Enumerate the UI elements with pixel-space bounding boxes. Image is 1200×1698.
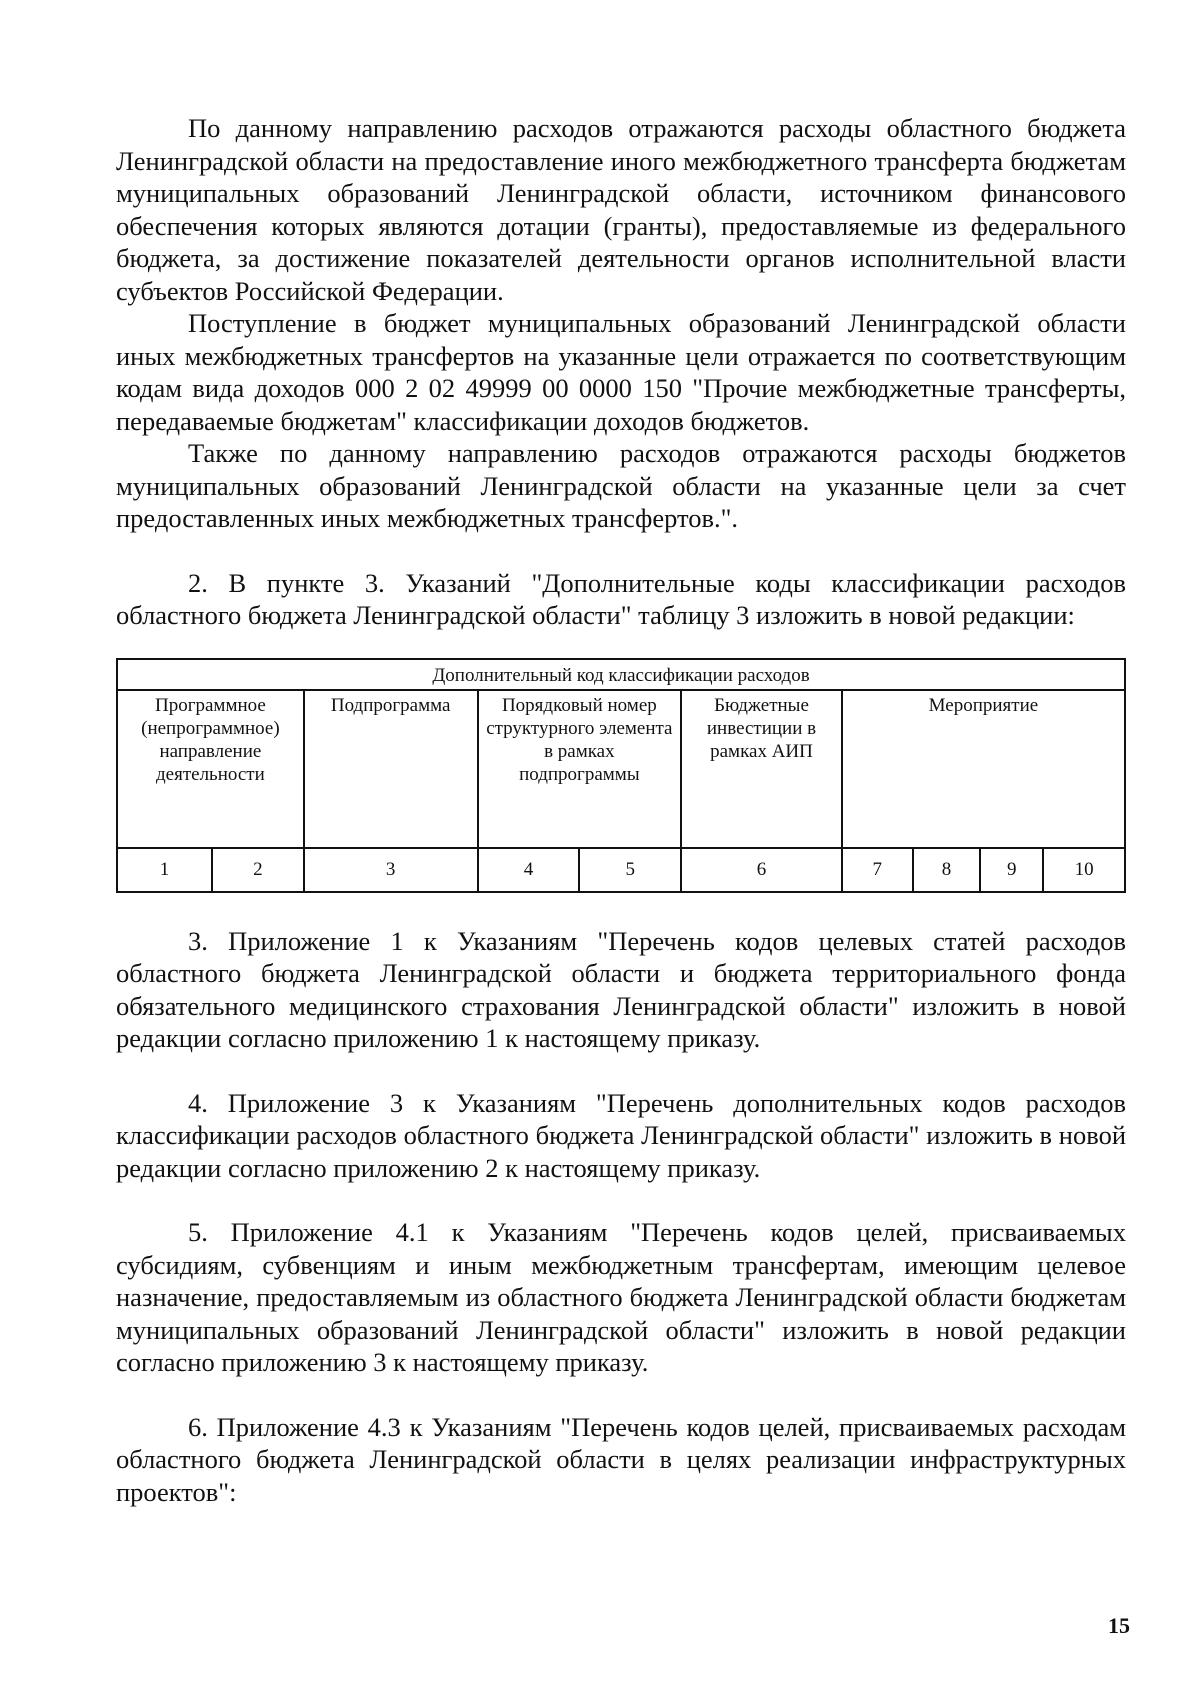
codes-table-wrapper xyxy=(116,658,1126,893)
paragraph-item-5: 5. Приложение 4.1 к Указаниям "Перечень кодов целей, присваиваемых субсидиям, субвенциям и иным межбюджетным трансфертам, имеющим целевое назначение, предоставляемым из областного бюджета Ленинградской области бюджетам муниципальных образований Ленинградской области" изложить в новой редакции согласно приложению 3 к настоящему приказу. xyxy=(116,1217,1126,1377)
table-group-program: Программное (непрограммное) направление деятельности xyxy=(117,690,304,848)
paragraph-2: Поступление в бюджет муниципальных образований Ленинградской области иных межбюджетных трансфертов на указанные цели отражается по соответствующим кодам вида доходов 000 2 02 49999 00 0000 150 "Прочие межбюджетные трансферты, передаваемые бюджетам" классификации доходов бюджетов. xyxy=(116,308,1126,436)
table-col-number: 6 xyxy=(681,848,842,892)
table-col-number: 8 xyxy=(913,848,981,892)
table-group-event: Мероприятие xyxy=(842,690,1125,848)
paragraph-item-2: 2. В пункте 3. Указаний "Дополнительные коды классификации расходов областного бюджета Ленинградской области" таблицу 3 изложить в новой редакции: xyxy=(116,567,1126,630)
table-header: Дополнительный код классификации расходов xyxy=(117,659,1125,690)
table-col-number: 3 xyxy=(304,848,478,892)
table-group-subprogram: Подпрограмма xyxy=(304,690,478,848)
table-group-structural-element: Порядковый номер структурного элемента в рамках подпрограммы xyxy=(478,690,682,848)
paragraph-item-6: 6. Приложение 4.3 к Указаниям "Перечень кодов целей, присваиваемых расходам областного бюджета Ленинградской области в целях реализации инфраструктурных проектов": xyxy=(116,1411,1126,1507)
paragraph-3: Также по данному направлению расходов отражаются расходы бюджетов муниципальных образований Ленинградской области на указанные цели за счет предоставленных иных межбюджетных трансфертов.". xyxy=(116,438,1126,533)
table-col-number: 1 xyxy=(117,848,212,892)
table-col-number: 9 xyxy=(980,848,1043,892)
paragraph-item-3: 3. Приложение 1 к Указаниям "Перечень кодов целевых статей расходов областного бюджета Ленинградской области и бюджета территориального фонда обязательного медицинского страхования Ленинградской области" изложить в новой редакции согласно приложению 1 к настоящему приказу. xyxy=(116,925,1126,1053)
table-col-number: 2 xyxy=(212,848,304,892)
codes-table xyxy=(116,658,1126,893)
table-col-number: 7 xyxy=(842,848,913,892)
document-page xyxy=(116,112,1126,1508)
table-col-number: 10 xyxy=(1043,848,1125,892)
paragraph-item-4: 4. Приложение 3 к Указаниям "Перечень дополнительных кодов расходов классификации расходов областного бюджета Ленинградской области" изложить в новой редакции согласно приложению 2 к настоящему приказу. xyxy=(116,1087,1126,1183)
page-number: 15 xyxy=(1108,1613,1130,1638)
table-group-investments: Бюджетные инвестиции в рамках АИП xyxy=(681,690,842,848)
table-col-number: 5 xyxy=(579,848,681,892)
paragraph-1: По данному направлению расходов отражаются расходы областного бюджета Ленинградской области на предоставление иного межбюджетного трансферта бюджетам муниципальных образований Ленинградской области, источником финансового обеспечения которых являются дотации (гранты), предоставляемые из федерального бюджета, за достижение показателей деятельности органов исполнительной власти субъектов Российской Федерации. xyxy=(116,113,1126,306)
table-col-number: 4 xyxy=(478,848,580,892)
